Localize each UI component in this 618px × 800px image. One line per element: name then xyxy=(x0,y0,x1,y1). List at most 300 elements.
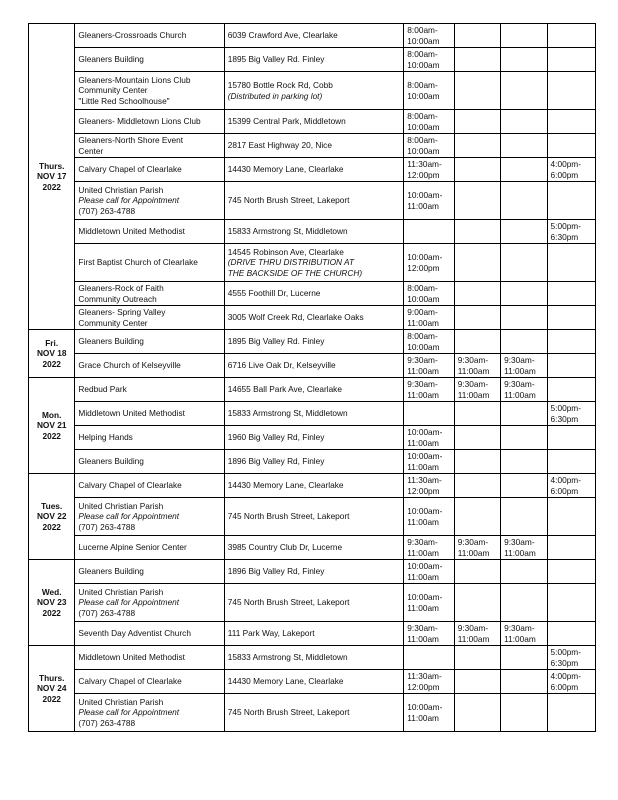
addr-line: 2817 East Highway 20, Nice xyxy=(227,140,332,151)
day-cell xyxy=(29,24,75,330)
org-line: Gleaners-Rock of Faith xyxy=(78,283,164,293)
addr-line: 745 North Brush Street, Lakeport xyxy=(227,707,350,718)
day-year: 2022 xyxy=(42,521,61,532)
time-start: 4:00pm- xyxy=(550,671,581,681)
time-start: 10:00am- xyxy=(407,451,443,461)
table-row xyxy=(29,450,596,474)
table-row xyxy=(29,560,596,584)
time-slot-cell xyxy=(404,536,454,560)
table-row xyxy=(29,134,596,158)
org-line: Helping Hands xyxy=(78,432,133,443)
address-cell xyxy=(224,474,404,498)
time-slot-cell xyxy=(404,560,454,584)
time-start: 11:30am- xyxy=(407,671,442,681)
addr_note-line: THE BACKSIDE OF THE CHURCH) xyxy=(227,267,363,278)
time-slot-cell xyxy=(404,48,454,72)
time-start: 8:00am- xyxy=(407,25,438,35)
addr-line: 1895 Big Valley Rd. Finley xyxy=(227,54,325,65)
time-start: 10:00am- xyxy=(407,702,443,712)
time-slot-cell xyxy=(454,158,500,182)
table-row xyxy=(29,182,596,220)
time-slot-cell xyxy=(547,110,595,134)
time-end: 10:00am xyxy=(407,35,440,46)
time-slot-cell xyxy=(547,560,595,584)
org-line: Seventh Day Adventist Church xyxy=(78,628,191,639)
address-cell xyxy=(224,330,404,354)
address-cell xyxy=(224,646,404,670)
time-end: 11:00am xyxy=(407,516,439,527)
time-slot-cell xyxy=(454,450,500,474)
time-end: 10:00am xyxy=(407,121,440,132)
time-start: 10:00am- xyxy=(407,592,443,602)
table-row xyxy=(29,378,596,402)
time-slot-cell xyxy=(454,282,500,306)
time-slot-cell xyxy=(454,220,500,244)
time-slot-cell xyxy=(547,244,595,282)
table-row xyxy=(29,622,596,646)
time-slot-cell xyxy=(501,498,547,536)
time-start: 10:00am- xyxy=(407,427,443,437)
time-end: 6:00pm xyxy=(550,681,579,692)
time-slot-cell xyxy=(404,282,454,306)
distribution-schedule-table xyxy=(28,23,596,732)
time-slot-cell xyxy=(547,378,595,402)
org-line: Gleaners-Mountain Lions Club xyxy=(78,74,191,85)
time-slot-cell xyxy=(404,244,454,282)
address-cell xyxy=(224,110,404,134)
day-date: NOV 22 xyxy=(36,511,67,522)
time-start: 11:30am- xyxy=(407,159,442,169)
day-year: 2022 xyxy=(42,358,61,369)
addr-line: 6039 Crawford Ave, Clearlake xyxy=(227,30,338,41)
org-line: Gleaners Building xyxy=(78,456,144,467)
table-row xyxy=(29,24,596,48)
time-slot-cell xyxy=(501,622,547,646)
time-start: 9:30am- xyxy=(457,537,489,547)
time-slot-cell xyxy=(547,426,595,450)
org-line: Calvary Chapel of Clearlake xyxy=(78,164,182,175)
org-line: Calvary Chapel of Clearlake xyxy=(78,480,182,491)
address-cell xyxy=(224,622,404,646)
organization-cell xyxy=(75,450,224,474)
time-slot-cell xyxy=(501,560,547,584)
organization-cell xyxy=(75,48,224,72)
time-start: 5:00pm- xyxy=(550,403,581,413)
addr-line: 15833 Armstrong St, Middletown xyxy=(227,226,348,237)
time-slot-cell xyxy=(547,24,595,48)
table-row xyxy=(29,158,596,182)
organization-cell xyxy=(75,282,224,306)
time-slot-cell xyxy=(501,220,547,244)
time-slot-cell xyxy=(501,282,547,306)
time-end: 11:00am xyxy=(407,365,439,376)
table-row xyxy=(29,426,596,450)
time-end: 11:00am xyxy=(457,547,490,558)
time-start: 11:30am- xyxy=(407,475,442,485)
organization-cell xyxy=(75,306,224,330)
addr-line: 15780 Bottle Rock Rd, Cobb xyxy=(227,80,333,90)
time-end: 10:00am xyxy=(407,59,440,70)
time-end: 11:00am xyxy=(457,389,490,400)
time-slot-cell xyxy=(404,354,454,378)
time-start: 9:30am- xyxy=(504,623,535,633)
time-end: 11:00am xyxy=(504,633,536,644)
organization-cell xyxy=(75,378,224,402)
addr_note-line: (Distributed in parking lot) xyxy=(227,90,323,101)
addr-line: 14430 Memory Lane, Clearlake xyxy=(227,480,344,491)
time-slot-cell xyxy=(454,110,500,134)
address-cell xyxy=(224,426,404,450)
organization-cell xyxy=(75,354,224,378)
address-cell xyxy=(224,134,404,158)
table-row xyxy=(29,72,596,110)
org_tail-line: (707) 263-4788 xyxy=(78,717,136,728)
day-cell xyxy=(29,646,75,732)
time-slot-cell xyxy=(501,110,547,134)
day-cell xyxy=(29,560,75,646)
day-day: Thurs. xyxy=(39,672,65,683)
time-end: 11:00am xyxy=(504,365,536,376)
org-line: Middletown United Methodist xyxy=(78,226,185,237)
org-line: Center xyxy=(78,145,104,156)
time-slot-cell xyxy=(404,306,454,330)
time-start: 10:00am- xyxy=(407,190,443,200)
time-start: 9:30am- xyxy=(504,537,535,547)
time-slot-cell xyxy=(501,694,547,732)
org-line: First Baptist Church of Clearlake xyxy=(78,257,198,268)
address-cell xyxy=(224,402,404,426)
day-year: 2022 xyxy=(42,693,61,704)
time-slot-cell xyxy=(547,584,595,622)
time-start: 10:00am- xyxy=(407,561,443,571)
time-slot-cell xyxy=(404,220,454,244)
organization-cell xyxy=(75,622,224,646)
time-end: 11:00am xyxy=(407,571,439,582)
schedule-body xyxy=(29,24,596,732)
day-cell xyxy=(29,474,75,560)
addr-line: 14430 Memory Lane, Clearlake xyxy=(227,676,344,687)
table-row xyxy=(29,354,596,378)
address-cell xyxy=(224,72,404,110)
time-start: 5:00pm- xyxy=(550,221,581,231)
table-row xyxy=(29,306,596,330)
organization-cell xyxy=(75,330,224,354)
org-line: Gleaners Building xyxy=(78,566,144,577)
org-line: United Christian Parish xyxy=(78,500,164,511)
time-start: 8:00am- xyxy=(407,331,438,341)
time-end: 11:00am xyxy=(407,389,439,400)
org-line: Calvary Chapel of Clearlake xyxy=(78,676,182,687)
org_tail-line: (707) 263-4788 xyxy=(78,205,136,216)
time-end: 12:00pm xyxy=(407,262,440,273)
time-start: 9:30am- xyxy=(504,355,535,365)
addr-line: 745 North Brush Street, Lakeport xyxy=(227,511,350,522)
time-end: 6:00pm xyxy=(550,169,579,180)
day-day: Wed. xyxy=(41,586,62,597)
table-row xyxy=(29,110,596,134)
time-slot-cell xyxy=(454,426,500,450)
table-row xyxy=(29,48,596,72)
day-cell xyxy=(29,378,75,474)
org-line: Lucerne Alpine Senior Center xyxy=(78,542,187,553)
time-slot-cell xyxy=(501,24,547,48)
time-end: 11:00am xyxy=(457,633,490,644)
time-slot-cell xyxy=(501,646,547,670)
org-line: "Little Red Schoolhouse" xyxy=(78,95,170,106)
day-day: Mon. xyxy=(42,409,62,420)
organization-cell xyxy=(75,158,224,182)
address-cell xyxy=(224,306,404,330)
org_note-line: Please call for Appointment xyxy=(78,597,180,608)
time-slot-cell xyxy=(501,426,547,450)
addr-line: 6716 Live Oak Dr, Kelseyville xyxy=(227,360,336,371)
day-date: NOV 18 xyxy=(36,348,67,359)
addr-line: 14430 Memory Lane, Clearlake xyxy=(227,164,344,175)
time-end: 11:00am xyxy=(457,365,490,376)
day-date: NOV 24 xyxy=(36,683,67,694)
organization-cell xyxy=(75,474,224,498)
time-end: 11:00am xyxy=(407,461,439,472)
time-slot-cell xyxy=(547,158,595,182)
time-slot-cell xyxy=(501,182,547,220)
addr-line: 745 North Brush Street, Lakeport xyxy=(227,195,350,206)
time-slot-cell xyxy=(547,474,595,498)
time-start: 9:30am- xyxy=(407,623,438,633)
time-slot-cell xyxy=(454,474,500,498)
table-row xyxy=(29,498,596,536)
time-slot-cell xyxy=(547,182,595,220)
org_tail-line: (707) 263-4788 xyxy=(78,607,136,618)
org-line: Middletown United Methodist xyxy=(78,652,185,663)
time-end: 6:30pm xyxy=(550,231,579,242)
address-cell xyxy=(224,354,404,378)
org_note-line: Please call for Appointment xyxy=(78,707,180,718)
day-year: 2022 xyxy=(42,430,61,441)
time-slot-cell xyxy=(501,134,547,158)
time-slot-cell xyxy=(454,244,500,282)
address-cell xyxy=(224,378,404,402)
time-slot-cell xyxy=(454,354,500,378)
time-start: 9:30am- xyxy=(457,623,489,633)
address-cell xyxy=(224,536,404,560)
table-row xyxy=(29,474,596,498)
time-start: 9:30am- xyxy=(407,379,438,389)
address-cell xyxy=(224,24,404,48)
time-slot-cell xyxy=(454,306,500,330)
time-end: 12:00pm xyxy=(407,169,440,180)
org-line: Community Center xyxy=(78,85,148,96)
time-start: 9:30am- xyxy=(457,355,489,365)
table-row xyxy=(29,670,596,694)
time-slot-cell xyxy=(454,24,500,48)
addr-line: 111 Park Way, Lakeport xyxy=(227,628,315,639)
addr-line: 15399 Central Park, Middletown xyxy=(227,116,346,127)
address-cell xyxy=(224,282,404,306)
time-end: 12:00pm xyxy=(407,681,440,692)
day-date: NOV 23 xyxy=(36,597,67,608)
time-slot-cell xyxy=(547,48,595,72)
addr-line: 4555 Foothill Dr, Lucerne xyxy=(227,288,321,299)
table-row xyxy=(29,244,596,282)
organization-cell xyxy=(75,110,224,134)
time-start: 8:00am- xyxy=(407,80,438,90)
org-line: Redbud Park xyxy=(78,384,127,395)
time-slot-cell xyxy=(404,330,454,354)
table-row xyxy=(29,402,596,426)
time-slot-cell xyxy=(454,330,500,354)
addr-line: 3005 Wolf Creek Rd, Clearlake Oaks xyxy=(227,312,364,323)
address-cell xyxy=(224,498,404,536)
time-end: 6:00pm xyxy=(550,485,579,496)
org-line: Gleaners Building xyxy=(78,54,144,65)
time-slot-cell xyxy=(454,694,500,732)
time-slot-cell xyxy=(501,450,547,474)
address-cell xyxy=(224,670,404,694)
time-slot-cell xyxy=(501,402,547,426)
time-slot-cell xyxy=(501,306,547,330)
organization-cell xyxy=(75,24,224,48)
time-end: 11:00am xyxy=(504,389,536,400)
time-slot-cell xyxy=(404,426,454,450)
org-line: Gleaners Building xyxy=(78,336,144,347)
time-end: 11:00am xyxy=(407,547,439,558)
time-slot-cell xyxy=(404,378,454,402)
organization-cell xyxy=(75,694,224,732)
time-slot-cell xyxy=(547,670,595,694)
day-date: NOV 17 xyxy=(36,171,67,182)
time-slot-cell xyxy=(501,158,547,182)
time-start: 4:00pm- xyxy=(550,159,581,169)
time-slot-cell xyxy=(501,474,547,498)
day-day: Thurs. xyxy=(39,160,65,171)
time-end: 10:00am xyxy=(407,145,440,156)
time-end: 11:00am xyxy=(407,200,439,211)
time-slot-cell xyxy=(547,450,595,474)
time-slot-cell xyxy=(547,220,595,244)
organization-cell xyxy=(75,560,224,584)
time-start: 8:00am- xyxy=(407,49,438,59)
org-line: Gleaners- Middletown Lions Club xyxy=(78,116,201,127)
time-start: 9:30am- xyxy=(407,355,438,365)
organization-cell xyxy=(75,584,224,622)
time-slot-cell xyxy=(547,622,595,646)
organization-cell xyxy=(75,646,224,670)
table-row xyxy=(29,646,596,670)
org-line: Grace Church of Kelseyville xyxy=(78,360,181,371)
address-cell xyxy=(224,450,404,474)
org-line: Middletown United Methodist xyxy=(78,408,185,419)
addr-line: 15833 Armstrong St, Middletown xyxy=(227,652,348,663)
addr-line: 745 North Brush Street, Lakeport xyxy=(227,597,350,608)
day-day: Tues. xyxy=(41,500,63,511)
addr-line: 14655 Ball Park Ave, Clearlake xyxy=(227,384,342,395)
org-line: United Christian Parish xyxy=(78,696,164,707)
organization-cell xyxy=(75,244,224,282)
time-end: 11:00am xyxy=(407,633,439,644)
time-slot-cell xyxy=(501,48,547,72)
time-slot-cell xyxy=(547,498,595,536)
day-year: 2022 xyxy=(42,181,61,192)
addr-line: 15833 Armstrong St, Middletown xyxy=(227,408,348,419)
organization-cell xyxy=(75,72,224,110)
time-start: 10:00am- xyxy=(407,506,443,516)
org-line: Gleaners- Spring Valley xyxy=(78,307,166,317)
time-start: 10:00am- xyxy=(407,252,443,262)
time-slot-cell xyxy=(454,378,500,402)
time-slot-cell xyxy=(454,134,500,158)
time-slot-cell xyxy=(454,646,500,670)
time-slot-cell xyxy=(454,182,500,220)
addr-line: 1896 Big Valley Rd, Finley xyxy=(227,566,325,577)
addr-line: 14545 Robinson Ave, Clearlake xyxy=(227,246,344,257)
time-slot-cell xyxy=(404,402,454,426)
time-slot-cell xyxy=(547,694,595,732)
time-slot-cell xyxy=(501,330,547,354)
table-row xyxy=(29,330,596,354)
org-line: Gleaners-Crossroads Church xyxy=(78,30,187,41)
time-start: 5:00pm- xyxy=(550,647,581,657)
time-slot-cell xyxy=(547,646,595,670)
time-slot-cell xyxy=(547,354,595,378)
time-start: 9:30am- xyxy=(504,379,535,389)
time-end: 6:30pm xyxy=(550,413,579,424)
time-end: 10:00am xyxy=(407,90,440,101)
time-slot-cell xyxy=(454,498,500,536)
time-start: 8:00am- xyxy=(407,135,438,145)
time-end: 10:00am xyxy=(407,341,440,352)
addr-line: 3985 Country Club Dr, Lucerne xyxy=(227,542,343,553)
day-year: 2022 xyxy=(42,607,61,618)
organization-cell xyxy=(75,182,224,220)
time-slot-cell xyxy=(454,560,500,584)
time-slot-cell xyxy=(501,536,547,560)
time-start: 4:00pm- xyxy=(550,475,581,485)
time-slot-cell xyxy=(454,536,500,560)
org_note-line: Please call for Appointment xyxy=(78,195,180,206)
organization-cell xyxy=(75,426,224,450)
time-end: 11:00am xyxy=(504,547,536,558)
time-slot-cell xyxy=(404,110,454,134)
time-slot-cell xyxy=(547,72,595,110)
org-line: Gleaners-North Shore Event xyxy=(78,135,184,145)
organization-cell xyxy=(75,220,224,244)
table-row xyxy=(29,282,596,306)
addr-line: 1960 Big Valley Rd, Finley xyxy=(227,432,325,443)
address-cell xyxy=(224,560,404,584)
org_note-line: Please call for Appointment xyxy=(78,511,180,522)
time-slot-cell xyxy=(454,72,500,110)
time-slot-cell xyxy=(404,498,454,536)
address-cell xyxy=(224,244,404,282)
time-slot-cell xyxy=(454,402,500,426)
org-line: United Christian Parish xyxy=(78,586,164,597)
addr-line: 1896 Big Valley Rd, Finley xyxy=(227,456,325,467)
organization-cell xyxy=(75,134,224,158)
org_tail-line: (707) 263-4788 xyxy=(78,521,136,532)
time-slot-cell xyxy=(404,72,454,110)
time-end: 6:30pm xyxy=(550,657,579,668)
time-slot-cell xyxy=(454,670,500,694)
day-date: NOV 21 xyxy=(36,420,67,431)
time-slot-cell xyxy=(404,622,454,646)
time-start: 9:30am- xyxy=(457,379,489,389)
time-slot-cell xyxy=(454,584,500,622)
addr_note-line: (DRIVE THRU DISTRIBUTION AT xyxy=(227,257,355,268)
time-slot-cell xyxy=(454,48,500,72)
organization-cell xyxy=(75,670,224,694)
address-cell xyxy=(224,220,404,244)
time-slot-cell xyxy=(547,282,595,306)
